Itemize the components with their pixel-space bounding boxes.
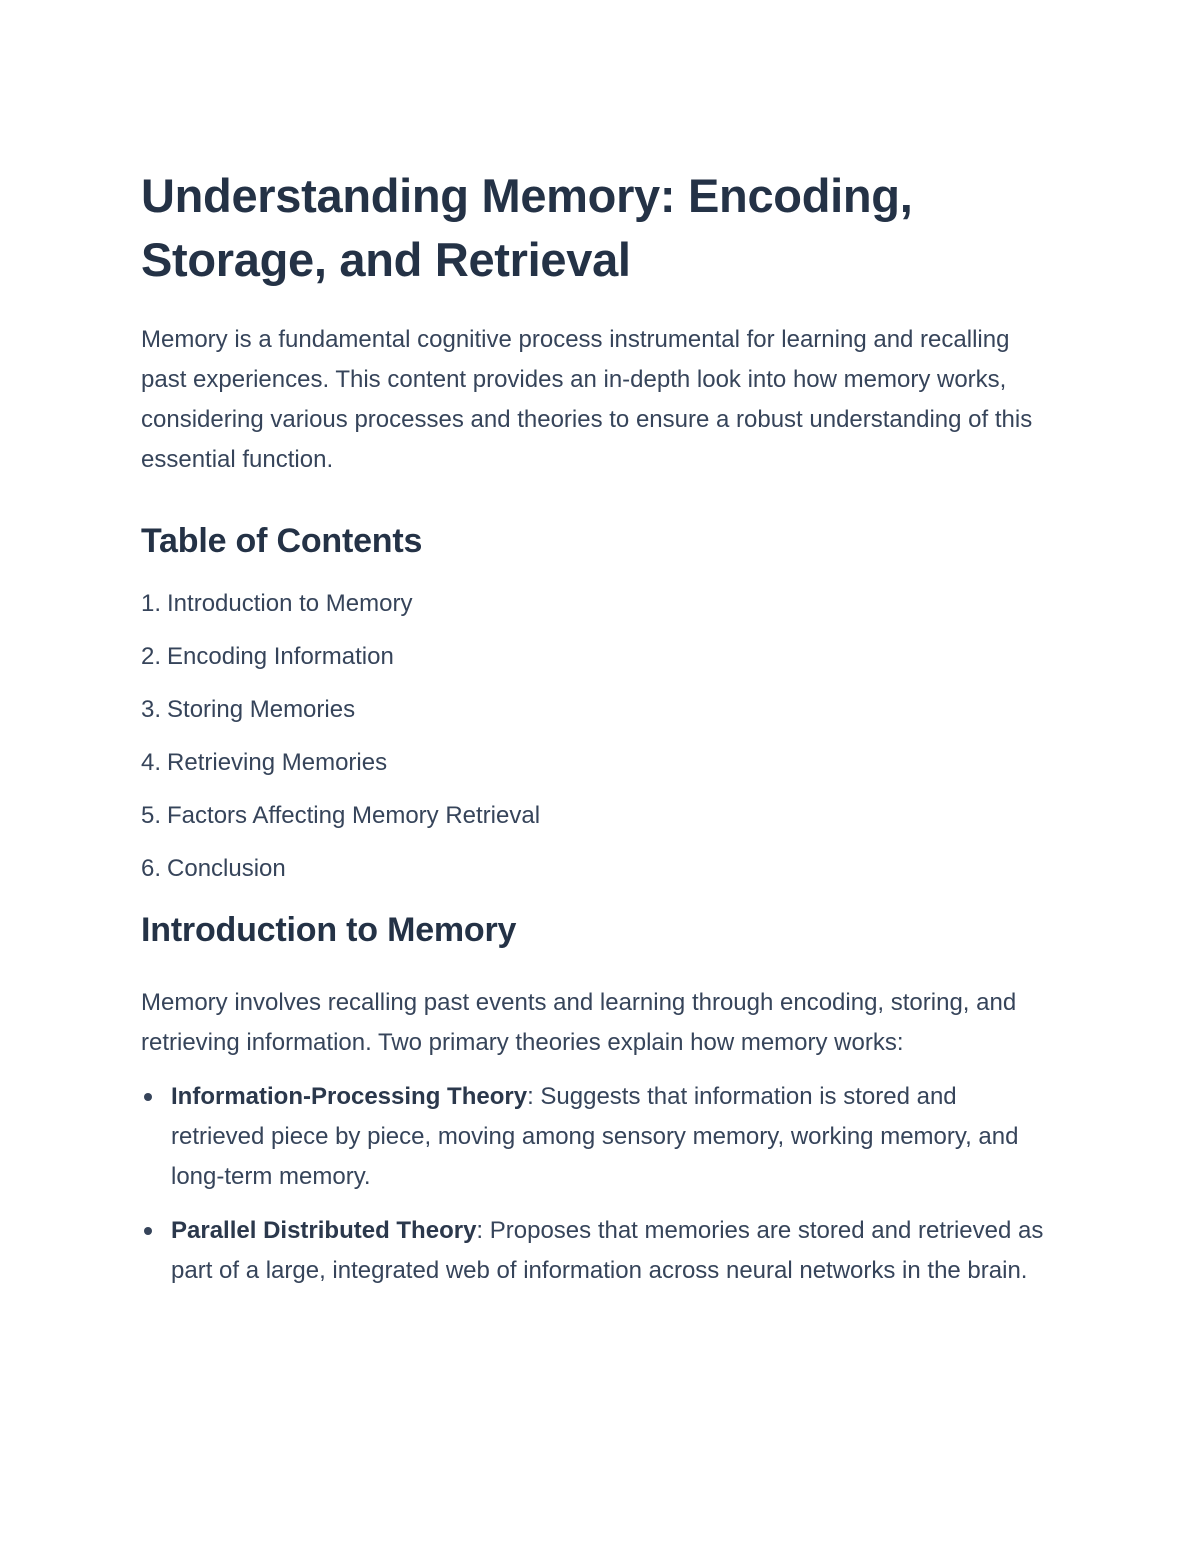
bullet-term: Parallel Distributed Theory bbox=[171, 1217, 477, 1244]
bullet-text: : Proposes that memories are stored and retrieved as part of a large, integrated web of information across neural networks in the brain. bbox=[171, 1217, 1044, 1284]
table-of-contents bbox=[141, 588, 1060, 885]
theory-list bbox=[141, 1077, 1060, 1291]
page-title: Understanding Memory: Encoding, Storage, and Retrieval bbox=[141, 169, 913, 286]
toc-item-retrieving[interactable] bbox=[141, 747, 1060, 779]
bullet-icon bbox=[144, 1093, 152, 1101]
toc-heading: Table of Contents bbox=[141, 522, 423, 560]
toc-item-number: 6. bbox=[141, 855, 162, 882]
toc-item-label: Introduction to Memory bbox=[167, 590, 413, 617]
toc-item-label: Retrieving Memories bbox=[167, 749, 388, 776]
toc-item-label: Storing Memories bbox=[167, 696, 356, 723]
toc-item-factors[interactable] bbox=[141, 800, 1060, 832]
toc-item-number: 5. bbox=[141, 802, 162, 829]
bullet-term: Information-Processing Theory bbox=[171, 1083, 528, 1110]
section-paragraph: Memory involves recalling past events and learning through encoding, storing, and retrieving information. Two primary theories explain how memory works: bbox=[141, 989, 1017, 1056]
toc-item-number: 3. bbox=[141, 696, 162, 723]
list-item-information-processing bbox=[141, 1077, 1051, 1197]
toc-item-introduction[interactable] bbox=[141, 588, 1060, 620]
toc-item-number: 4. bbox=[141, 749, 162, 776]
bullet-text: : Suggests that information is stored and retrieved piece by piece, moving among sensory memory, working memory, and long-term memory. bbox=[171, 1083, 1019, 1190]
bullet-icon bbox=[144, 1227, 152, 1235]
section-heading-introduction: Introduction to Memory bbox=[141, 911, 517, 949]
toc-item-storing[interactable] bbox=[141, 694, 1060, 726]
toc-item-label: Encoding Information bbox=[167, 643, 394, 670]
toc-item-label: Conclusion bbox=[167, 855, 286, 882]
list-item-parallel-distributed bbox=[141, 1211, 1051, 1291]
toc-item-conclusion[interactable] bbox=[141, 853, 1060, 885]
toc-item-label: Factors Affecting Memory Retrieval bbox=[167, 802, 541, 829]
intro-paragraph: Memory is a fundamental cognitive process instrumental for learning and recalling past experiences. This content provides an in-depth look into how memory works, considering various processes and theories to ensure a robust understanding of this essential function. bbox=[141, 326, 1033, 473]
toc-item-number: 1. bbox=[141, 590, 162, 617]
toc-item-encoding[interactable] bbox=[141, 641, 1060, 673]
toc-item-number: 2. bbox=[141, 643, 162, 670]
